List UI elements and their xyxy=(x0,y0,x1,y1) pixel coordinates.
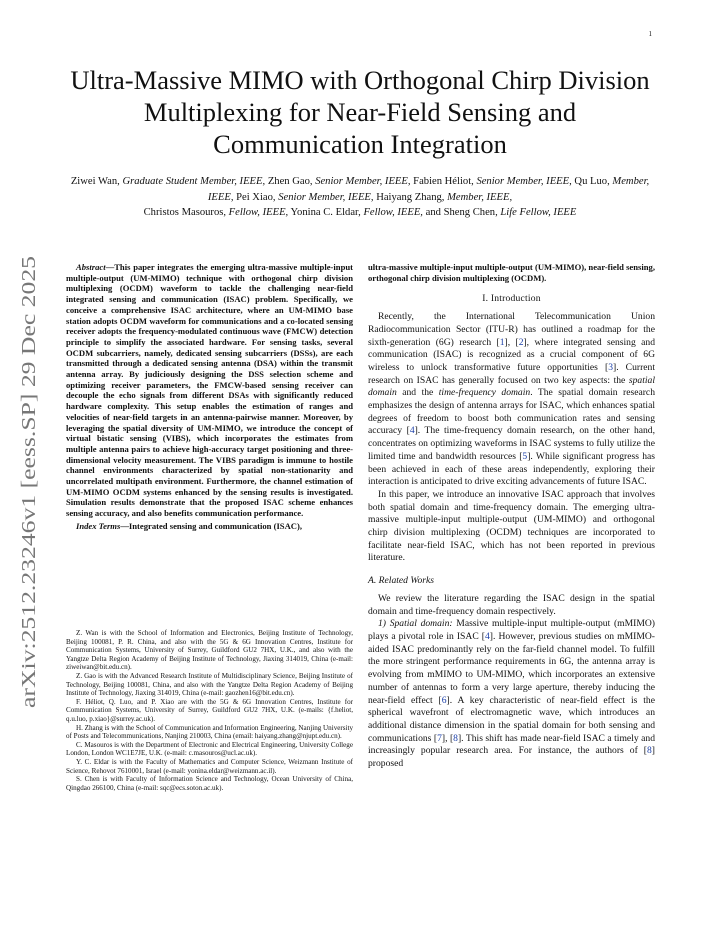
related-paragraph: 1) Spatial domain: Massive multiple-input multiple-output (mMIMO) plays a pivotal role in ISAC [4]. However, previous studies on mMIMO-aided ISAC predominantly rely on the far-field channel model. To fulfill the more stringent performance requirements in 6G, the antenna array is evolving from mMIMO to UM-MIMO, which incorporates an extensive number of antennas to form a very large aperture, thereby inducing the near-field effect [6]. A key characteristic of near-field effect is the spherical wavefront of electromagnetic wave, which introduces an additional distance dimension in the spatial domain for both sensing and communications [7], [8]. This shift has made near-field ISAC a timely and increasingly popular research area. For instance, the authors of [8] proposed xyxy=(368,618,656,770)
index-terms-label: Index Terms xyxy=(76,520,121,531)
abstract xyxy=(66,262,353,519)
author-name: Yonina C. Eldar, xyxy=(290,207,361,219)
citation-link[interactable]: 1 xyxy=(499,336,505,348)
author-role: Senior Member, IEEE, xyxy=(278,191,374,203)
author-name: Haiyang Zhang, xyxy=(376,191,445,203)
footnote: F. Héliot, Q. Luo, and P. Xiao are with the 5G & 6G Innovation Centres, Institute for Communication Systems, University of Surrey, Guildford GU2 7HX, U.K. (e-mails: {f.heliot, q.u.luo, p.xiao}@surrey.ac.uk). xyxy=(66,697,353,723)
author-name: Christos Masouros, xyxy=(143,207,227,219)
footnote: Z. Gao is with the Advanced Research Institute of Multidisciplinary Science, Beijing Institute of Technology, Beijing 100081, China, and also with the Yangtze Delta Region Academy of Beijing Institute of Technology, Jiaxing 314019, China (e-mail: gaozhen16@bit.edu.cn). xyxy=(66,671,353,698)
author-role: Fellow, IEEE, xyxy=(228,207,289,219)
citation-link[interactable]: 6 xyxy=(441,694,447,706)
author-name: Zhen Gao, xyxy=(267,176,313,187)
right-column xyxy=(368,262,655,771)
citation-link[interactable]: 2 xyxy=(518,336,524,348)
author-name: Fabien Héliot, xyxy=(413,176,474,187)
citation-link[interactable]: 8 xyxy=(453,732,458,744)
subsection-heading-related-works: A. Related Works xyxy=(368,575,434,587)
left-column xyxy=(66,262,353,532)
paper-title: Ultra-Massive MIMO with Orthogonal Chirp Division Multiplexing for Near-Field Sensing and Communication Integration xyxy=(70,65,650,159)
intro-paragraph: In this paper, we introduce an innovative ISAC approach that involves both spatial domain and time-frequency domain. The emerging ultra-massive multiple-input multiple-output (UM-MIMO) and orthogonal chirp division multiplexing (OCDM) techniques are incorporated to facilitate near-field ISAC, which has not been reported in previous literature. xyxy=(368,488,655,564)
author-role: Senior Member, IEEE, xyxy=(476,176,572,187)
intro-paragraph: Recently, the International Telecommunication Union Radiocommunication Sector (ITU-R) has outlined a roadmap for the sixth-generation (6G) research [1], [2], where integrated sensing and communication (ISAC) is recognized as a crucial component of 6G wireless to unlock transformative future opportunities [3]. Current research on ISAC has generally focused on two key aspects: the spatial domain and the time-frequency domain. The spatial domain research emphasizes the design of antenna arrays for ISAC, which enhances spatial degrees of freedom to boost both communication rates and sensing accuracy [4]. The time-frequency domain research, on the other hand, concentrates on optimizing waveforms in ISAC systems to fully utilize the limited time and bandwidth resources [5]. While significant progress has been achieved in each of these areas independently, exploring their interaction is anticipated to drive exciting advancements of future ISAC. xyxy=(368,311,655,488)
citation-link[interactable]: 4 xyxy=(484,630,490,642)
abstract-label: Abstract xyxy=(76,262,106,272)
author-role: Life Fellow, IEEE xyxy=(500,207,577,219)
footnote: H. Zhang is with the School of Communication and Information Engineering, Nanjing University of Posts and Telecommunications, Nanjing 210003, China (email: haiyang.zhang@njupt.edu.cn). xyxy=(66,723,354,741)
author-name: and Sheng Chen, xyxy=(425,207,498,219)
author-role: Member, IEEE, xyxy=(447,191,513,203)
footnote: C. Masouros is with the Department of Electronic and Electrical Engineering, University College London, London WC1E7JE, U.K. (e-mail: c.masouros@ucl.ac.uk). xyxy=(66,740,353,758)
footnote: Y. C. Eldar is with the Faculty of Mathematics and Computer Science, Weizmann Institute of Science, Rehovot 7610001, Israel (e-mail: yonina.eldar@weizmann.ac.il). xyxy=(66,757,353,775)
abstract-text: —This paper integrates the emerging ultra-massive multiple-input multiple-output (UM-MIMO) technique with orthogonal chirp division multiplexing (OCDM) waveform to tackle the challenging near-field integrated sensing and communication (ISAC) problem. Specifically, we conceive a comprehensive ISAC architecture, where an UM-MIMO base station adopts OCDM waveform for communications and a co-located sensing receiver adopts the frequency-modulated continuous wave (FMCW) detection principle to simplify the associated hardware. For sensing tasks, several OCDM subcarriers, namely, dedicated sensing subcarriers (DSSs), are each transmitted through a dedicated sensing antenna (DSA) within the transmit antenna array. By judiciously designing the DSS selection scheme and optimizing receiver parameters, the FMCW-based sensing receiver can decouple the echo signals from different DSAs with significantly reduced hardware complexity. This setup enables the estimation of ranges and velocities of near-field targets in an antenna-pairwise manner. Moreover, by leveraging the spatial diversity of UM-MIMO, we introduce the concept of virtual bistatic sensing (VIBS), which incorporates the estimates from multiple antenna pairs to achieve high-accuracy target positioning and three-dimensional velocity measurement. The VIBS paradigm is immune to hostile channel environments characterized by spatial non-stationarity and uncorrelated multipath environment. Furthermore, the channel estimation of UM-MIMO OCDM systems enhanced by the sensing results is investigated. Simulation results demonstrate that the proposed ISAC scheme enhances sensing accuracy, and also benefits communication performance. xyxy=(66,262,353,519)
author-name: Ziwei Wan, xyxy=(70,176,120,187)
citation-link[interactable]: 3 xyxy=(608,361,613,373)
author-role: Fellow, IEEE, xyxy=(363,207,423,219)
author-list xyxy=(66,174,654,221)
arxiv-stamp-text: arXiv:2512.23246v1 [eess.SP] 29 Dec 2025 xyxy=(19,364,40,708)
footnote: S. Chen is with Faculty of Information Science and Technology, Ocean University of China, Qingdao 266100, China (e-mail: sqc@ecs.soton.ac.uk). xyxy=(66,775,353,792)
arxiv-stamp xyxy=(2,252,52,712)
citation-link[interactable]: 4 xyxy=(409,425,415,437)
citation-link[interactable]: 8 xyxy=(647,745,652,757)
author-role: Senior Member, IEEE, xyxy=(315,176,411,187)
citation-link[interactable]: 5 xyxy=(522,450,528,462)
index-terms-text: —Integrated sensing and communication (ISAC), xyxy=(120,520,303,531)
related-paragraph: We review the literature regarding the ISAC design in the spatial domain and time-frequency domain respectively. xyxy=(368,592,655,617)
footnote: Z. Wan is with the School of Information and Electronics, Beijing Institute of Technology, Beijing 100081, P. R. China, and also with the 5G & 6G Innovation Centres, Institute for Communication Systems, University of Surrey, Guildford GU2 7HX, U.K., and also with the Yangtze Delta Region Academy of Beijing Institute of Technology, Jiaxing 314019, China (e-mail: ziweiwan@bit.edu.cn). xyxy=(66,629,353,672)
author-role: Graduate Student Member, IEEE, xyxy=(122,176,266,187)
index-terms-continued: ultra-massive multiple-input multiple-output (UM-MIMO), near-field sensing, orthogonal chirp division multiplexing (OCDM). xyxy=(368,262,655,283)
index-terms xyxy=(66,521,353,532)
page-number: 1 xyxy=(648,30,652,38)
author-name: Qu Luo, xyxy=(574,176,610,187)
author-footnotes xyxy=(66,629,353,792)
author-name: Pei Xiao, xyxy=(236,191,276,203)
paragraph-label: 1) Spatial domain: xyxy=(378,618,453,630)
section-heading-introduction: I. Introduction xyxy=(482,293,541,305)
author-role: Member, IEEE, xyxy=(207,176,650,203)
citation-link[interactable]: 7 xyxy=(437,732,442,744)
